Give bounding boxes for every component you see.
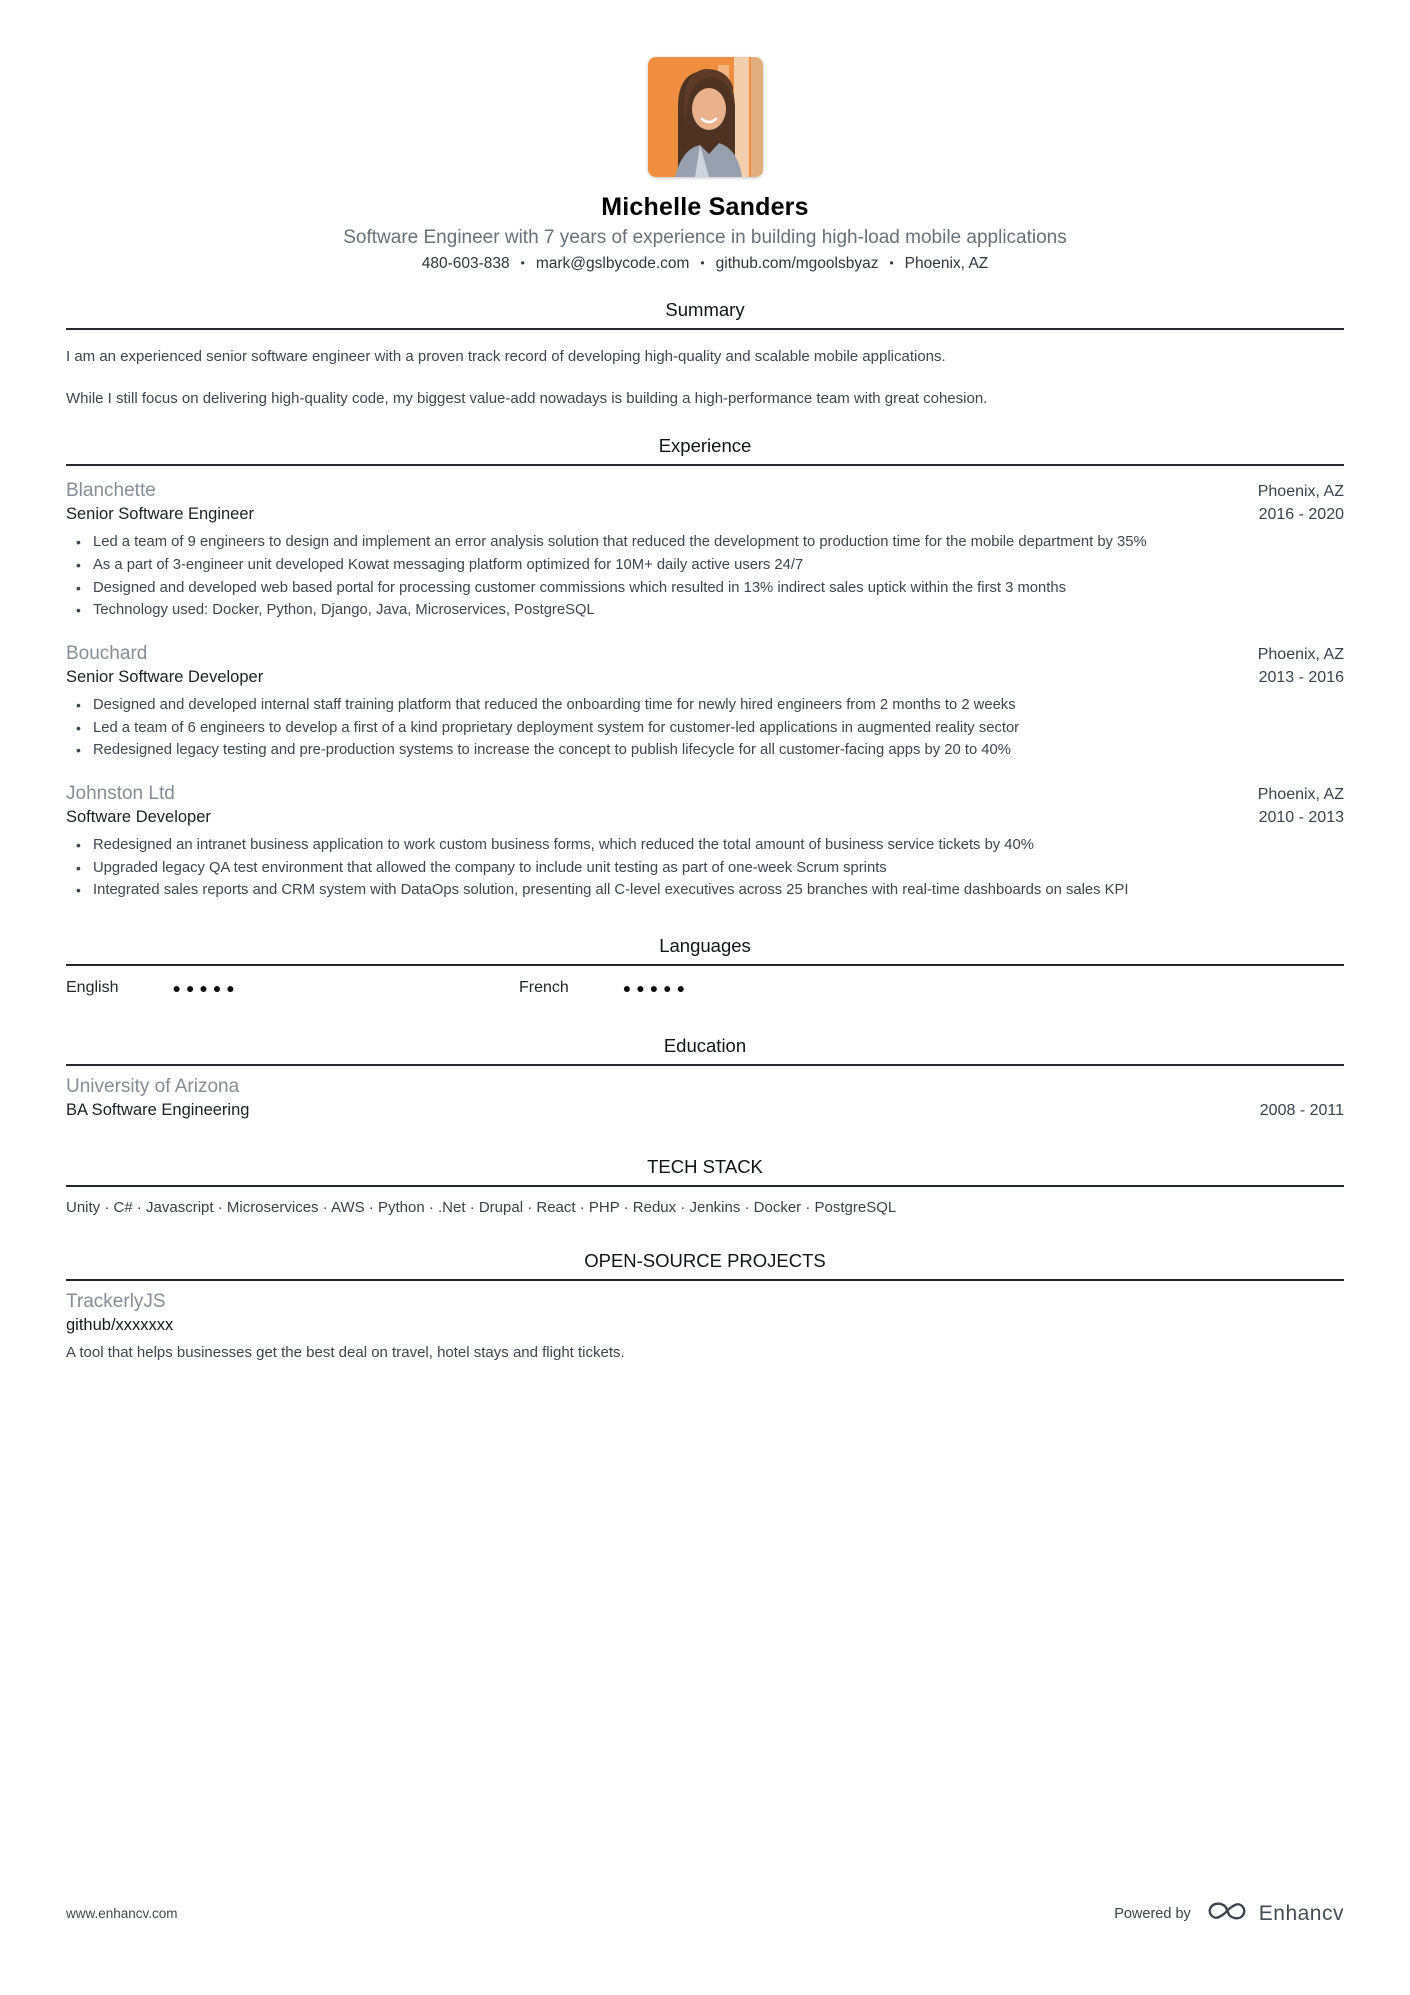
job-dates: 2010 - 2013 bbox=[1258, 809, 1344, 827]
powered-by-badge bbox=[1114, 1898, 1344, 1929]
tech-stack-heading: TECH STACK bbox=[647, 1156, 763, 1178]
experience-entry bbox=[66, 643, 1344, 761]
enhancv-logo-icon bbox=[1205, 1898, 1251, 1929]
section-divider bbox=[66, 464, 1344, 466]
job-bullet: • Upgraded legacy QA test environment that allowed the company to include unit testing as part of one-week Scrum sprints bbox=[66, 859, 1344, 879]
summary-paragraph: While I still focus on delivering high-quality code, my biggest value-add nowadays is building a high-performance team with great cohesion. bbox=[66, 389, 988, 407]
contact-phone: 480-603-838 bbox=[421, 255, 510, 272]
job-location: Phoenix, AZ bbox=[1257, 646, 1344, 664]
section-divider bbox=[66, 1185, 1344, 1187]
section-summary bbox=[66, 299, 1344, 409]
school-name: University of Arizona bbox=[66, 1076, 240, 1098]
job-bullet-list bbox=[66, 696, 1344, 761]
job-bullet: • Integrated sales reports and CRM system with DataOps solution, presenting all C-level executives across 25 branches with real-time dashboards on sales KPI bbox=[66, 881, 1344, 901]
language-level-dots: ●●●●● bbox=[172, 980, 240, 997]
job-bullet: • Led a team of 9 engineers to design and implement an error analysis solution that reduced the development to production time for the mobile department by 35% bbox=[66, 533, 1344, 553]
job-bullet-list bbox=[66, 533, 1344, 621]
experience-entry bbox=[66, 783, 1344, 901]
projects-heading: OPEN-SOURCE PROJECTS bbox=[584, 1250, 826, 1272]
language-name: English bbox=[66, 979, 119, 997]
contact-separator: • bbox=[700, 256, 705, 270]
job-bullet: • Technology used: Docker, Python, Django, Java, Microservices, PostgreSQL bbox=[66, 601, 1344, 621]
company-name: Bouchard bbox=[66, 643, 148, 665]
language-level-dots: ●●●●● bbox=[622, 980, 691, 997]
language-name: French bbox=[519, 979, 569, 997]
job-location: Phoenix, AZ bbox=[1257, 786, 1344, 804]
job-title: Senior Software Engineer bbox=[66, 505, 255, 524]
project-name: TrackerlyJS bbox=[66, 1291, 166, 1313]
enhancv-brand-name[interactable]: Enhancv bbox=[1258, 1901, 1344, 1925]
section-experience bbox=[66, 435, 1344, 901]
tech-stack-list: Unity · C# · Javascript · Microservices · AWS · Python · .Net · Drupal · React · PHP · Redux · Jenkins · Docker · PostgreSQL bbox=[66, 1199, 897, 1217]
summary-heading: Summary bbox=[665, 299, 745, 320]
section-divider bbox=[66, 964, 1344, 966]
job-bullet: • Redesigned an intranet business application to work custom business forms, which reduced the total amount of business service tickets by 40% bbox=[66, 836, 1344, 856]
powered-by-label: Powered by bbox=[1114, 1905, 1191, 1922]
job-dates: 2016 - 2020 bbox=[1258, 506, 1344, 524]
profile-photo-illustration bbox=[648, 57, 763, 177]
project-description: A tool that helps businesses get the best deal on travel, hotel stays and flight tickets. bbox=[66, 1344, 625, 1362]
page-footer bbox=[66, 1898, 1344, 1929]
education-heading: Education bbox=[663, 1035, 747, 1057]
job-bullet: • Led a team of 6 engineers to develop a first of a kind proprietary deployment system for customer-led applications in augmented reality sector bbox=[66, 719, 1344, 739]
project-entry bbox=[66, 1291, 1344, 1361]
section-divider bbox=[66, 1279, 1344, 1281]
contact-separator: • bbox=[520, 256, 525, 270]
job-dates: 2013 - 2016 bbox=[1258, 669, 1344, 687]
section-tech-stack bbox=[66, 1156, 1344, 1216]
experience-entry bbox=[66, 480, 1344, 621]
job-bullet: • Redesigned legacy testing and pre-production systems to increase the concept to publish lifecycle for all customer-facing apps by 20 to 40% bbox=[66, 741, 1344, 761]
project-link[interactable]: github/xxxxxxx bbox=[66, 1316, 174, 1335]
job-bullet: • Designed and developed internal staff training platform that reduced the onboarding time for newly hired engineers from 2 months to 2 weeks bbox=[66, 696, 1344, 716]
contact-email[interactable]: mark@gslbycode.com bbox=[535, 255, 690, 272]
resume-header bbox=[66, 57, 1344, 273]
contact-separator: • bbox=[889, 256, 894, 270]
language-list bbox=[66, 979, 1344, 997]
section-divider bbox=[66, 328, 1344, 330]
job-bullet: • As a part of 3-engineer unit developed Kowat messaging platform optimized for 10M+ daily active users 24/7 bbox=[66, 556, 1344, 576]
job-location: Phoenix, AZ bbox=[1257, 483, 1344, 501]
section-projects bbox=[66, 1250, 1344, 1361]
degree-name: BA Software Engineering bbox=[66, 1101, 250, 1120]
languages-heading: Languages bbox=[659, 935, 751, 957]
job-title: Software Developer bbox=[66, 808, 211, 827]
contact-location: Phoenix, AZ bbox=[904, 255, 989, 272]
language-item bbox=[519, 979, 690, 997]
summary-paragraph: I am an experienced senior software engineer with a proven track record of developing high-quality and scalable mobile applications. bbox=[66, 348, 946, 365]
experience-heading: Experience bbox=[658, 435, 752, 457]
language-item bbox=[66, 979, 519, 997]
candidate-name: Michelle Sanders bbox=[601, 193, 809, 221]
education-dates: 2008 - 2011 bbox=[1259, 1102, 1344, 1120]
company-name: Johnston Ltd bbox=[66, 783, 175, 805]
section-education bbox=[66, 1035, 1344, 1120]
job-bullet: • Designed and developed web based portal for processing customer commissions which resulted in 13% indirect sales uptick within the first 3 months bbox=[66, 579, 1344, 599]
section-divider bbox=[66, 1064, 1344, 1066]
contact-github[interactable]: github.com/mgoolsbyaz bbox=[715, 255, 879, 272]
candidate-headline: Software Engineer with 7 years of experience in building high-load mobile applications bbox=[343, 227, 1067, 248]
contact-line bbox=[66, 255, 1344, 273]
job-bullet-list bbox=[66, 836, 1344, 901]
company-name: Blanchette bbox=[66, 480, 156, 502]
enhancv-website-link[interactable]: www.enhancv.com bbox=[66, 1906, 178, 1921]
job-title: Senior Software Developer bbox=[66, 668, 264, 687]
section-languages bbox=[66, 935, 1344, 997]
profile-photo bbox=[648, 57, 763, 177]
